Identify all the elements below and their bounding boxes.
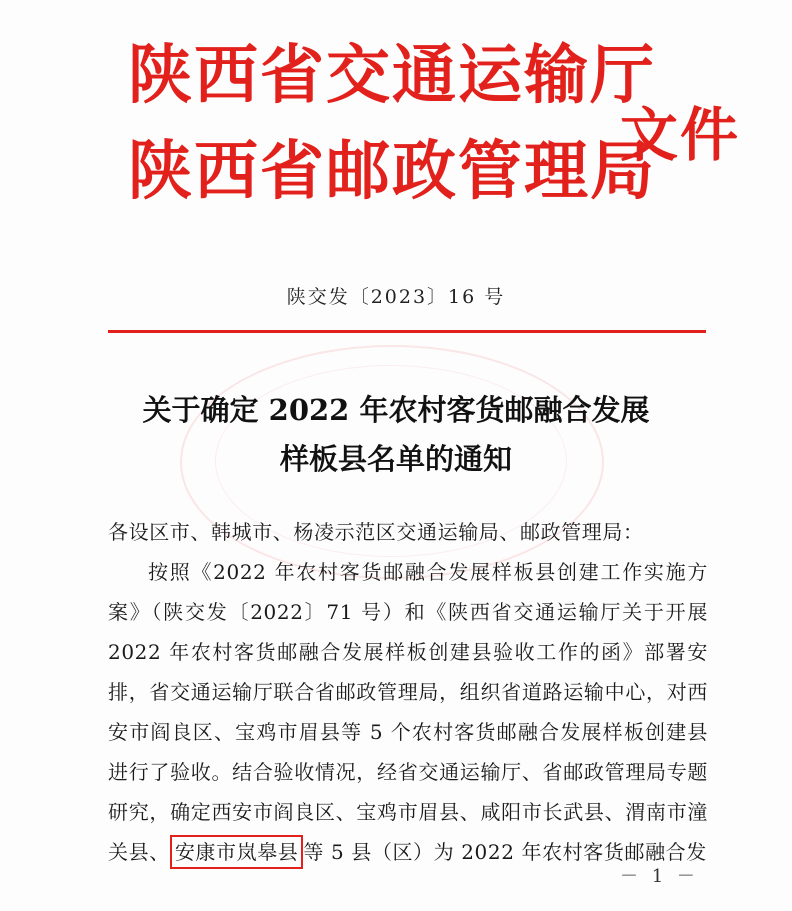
red-divider: [108, 330, 706, 333]
page-number: － 1 －: [620, 866, 699, 887]
paragraph-1-text-end: 等 5 县（区）为 2022 年农村客货邮融合发: [303, 840, 707, 864]
salutation: 各设区市、韩城市、杨凌示范区交通运输局、邮政管理局：: [108, 520, 644, 544]
paragraph-1: [108, 552, 708, 872]
highlighted-county: 安康市岚皋县: [170, 835, 304, 869]
title-line-2: 样板县名单的通知: [279, 442, 512, 476]
paragraph-1-text: 按照《2022 年农村客货邮融合发展样板县创建工作实施方案》（陕交发〔2022〕71 号）和《陕西省交通运输厅关于开展 2022 年农村客货邮融合发展样板创建县验收工作的函》部署安排，省交通运输厅联合省邮政管理局，组织省道路运输中心，对西安市阎良区、宝鸡市眉县等 5 个农村客货邮融合发展样板创建县进行了验收。结合验收情况，经省交通运输厅、省邮政管理局专题研究，确定西安市阎良区、宝鸡市眉县、咸阳市长武县、渭南市潼关县、: [108, 560, 708, 864]
issuer-line-1: 陕西省交通运输厅: [128, 39, 656, 113]
issuer-line-2: 陕西省邮政管理局: [128, 135, 656, 209]
doc-suffix: 文件: [620, 101, 741, 169]
title-line-1: 关于确定 2022 年农村客货邮融合发展: [142, 393, 650, 427]
body-text: [108, 512, 708, 872]
doc-number: 陕交发〔2023〕16 号: [286, 286, 506, 308]
